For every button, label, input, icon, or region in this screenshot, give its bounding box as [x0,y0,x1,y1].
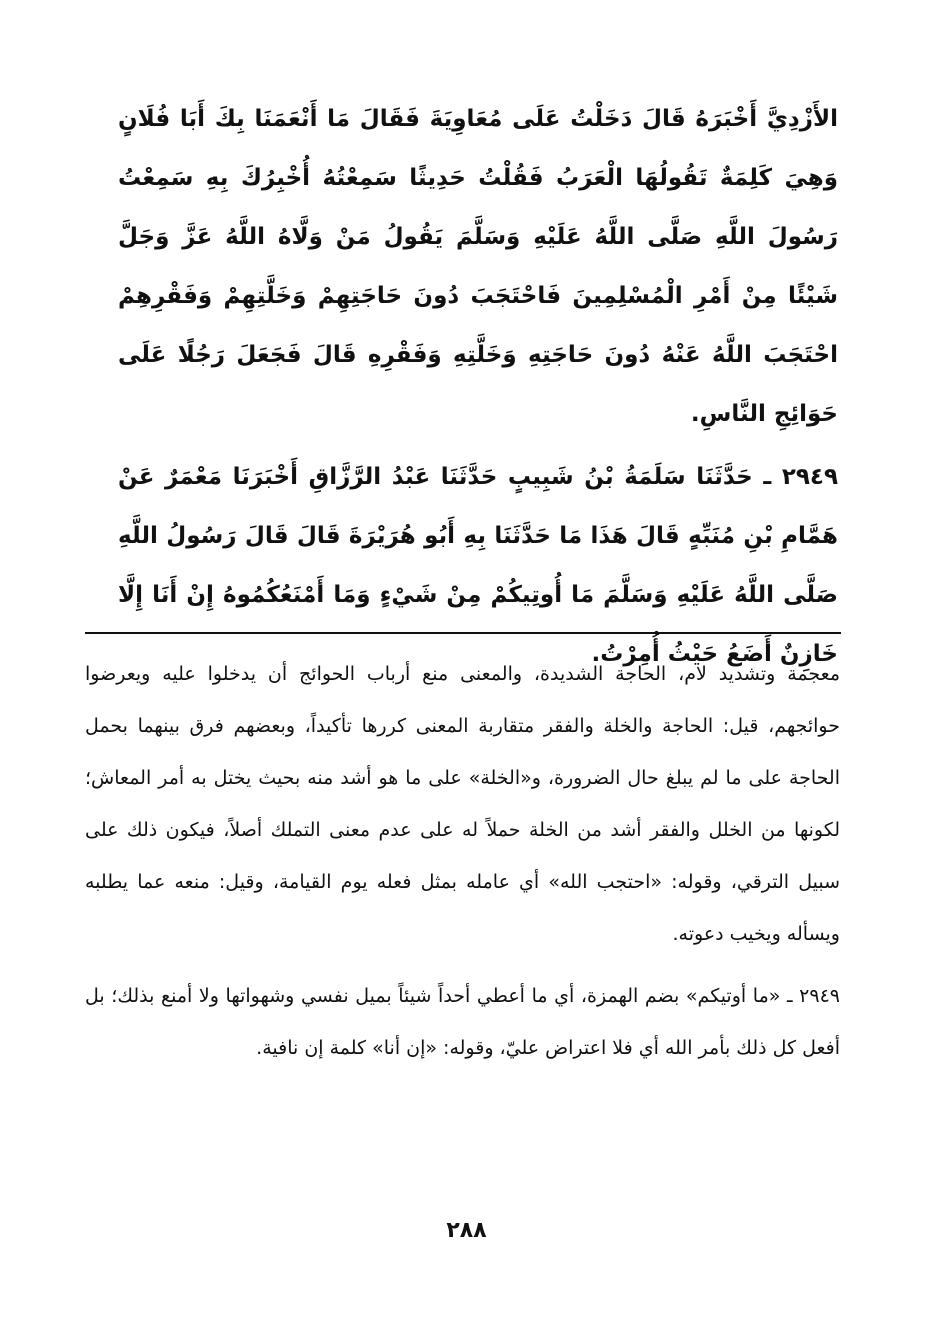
commentary-paragraph-1: معجمة وتشديد لام، الحاجة الشديدة، والمعنى منع أرباب الحوائج أن يدخلوا عليه ويعرضوا حوائجهم، قيل: الحاجة والخلة والفقر متقاربة المعنى كررها تأكيداً، وبعضهم فرق بينهما بحمل الحاجة على ما لم يبلغ حال الضرورة، و«الخلة» على ما هو أشد منه بحيث يختل به أمر المعاش؛ لكونها من الخلل والفقر أشد من الخلة حملاً له على عدم معنى التملك أصلاً، فيكون ذلك على سبيل الترقي، وقوله: «احتجب الله» أي عامله بمثل فعله يوم القيامة، وقيل: منعه عما يطلبه ويسأله ويخيب دعوته. [85,663,840,945]
hadith-text-block [118,90,838,684]
page-number: ٢٨٨ [446,1218,487,1243]
footnote-divider [85,632,841,634]
commentary-paragraph-2949: ٢٩٤٩ ـ «ما أوتيكم» بضم الهمزة، أي ما أعطي أحداً شيئاً بميل نفسي وشهواتها ولا أمنع بذلك؛ بل أفعل كل ذلك بأمر الله أي فلا اعتراض عليّ، وقوله: «إن أنا» كلمة إن نافية. [85,985,840,1059]
hadith-paragraph-2949: ٢٩٤٩ ـ حَدَّثَنَا سَلَمَةُ بْنُ شَبِيبٍ حَدَّثَنَا عَبْدُ الرَّزَّاقِ أَخْبَرَنَا مَعْمَرٌ عَنْ هَمَّامِ بْنِ مُنَبِّهٍ قَالَ هَذَا مَا حَدَّثَنَا بِهِ أَبُو هُرَيْرَةَ قَالَ قَالَ رَسُولُ اللَّهِ صَلَّى اللَّهُ عَلَيْهِ وَسَلَّمَ مَا أُوتِيكُمْ مِنْ شَيْءٍ وَمَا أَمْنَعُكُمُوهُ إِنْ أَنَا إِلَّا خَازِنٌ أَضَعُ حَيْثُ أُمِرْتُ. [118,464,838,667]
commentary-block [85,648,840,1074]
hadith-paragraph-continuation: الأَزْدِيَّ أَخْبَرَهُ قَالَ دَخَلْتُ عَلَى مُعَاوِيَةَ فَقَالَ مَا أَنْعَمَنَا بِكَ أَبَا فُلَانٍ وَهِيَ كَلِمَةٌ تَقُولُهَا الْعَرَبُ فَقُلْتُ حَدِيثًا سَمِعْتُهُ أُخْبِرُكَ بِهِ سَمِعْتُ رَسُولَ اللَّهِ صَلَّى اللَّهُ عَلَيْهِ وَسَلَّمَ يَقُولُ مَنْ وَلَّاهُ اللَّهُ عَزَّ وَجَلَّ شَيْئًا مِنْ أَمْرِ الْمُسْلِمِينَ فَاحْتَجَبَ دُونَ حَاجَتِهِمْ وَخَلَّتِهِمْ وَفَقْرِهِمْ احْتَجَبَ اللَّهُ عَنْهُ دُونَ حَاجَتِهِ وَخَلَّتِهِ وَفَقْرِهِ قَالَ فَجَعَلَ رَجُلًا عَلَى حَوَائِجِ النَّاسِ. [118,106,838,427]
